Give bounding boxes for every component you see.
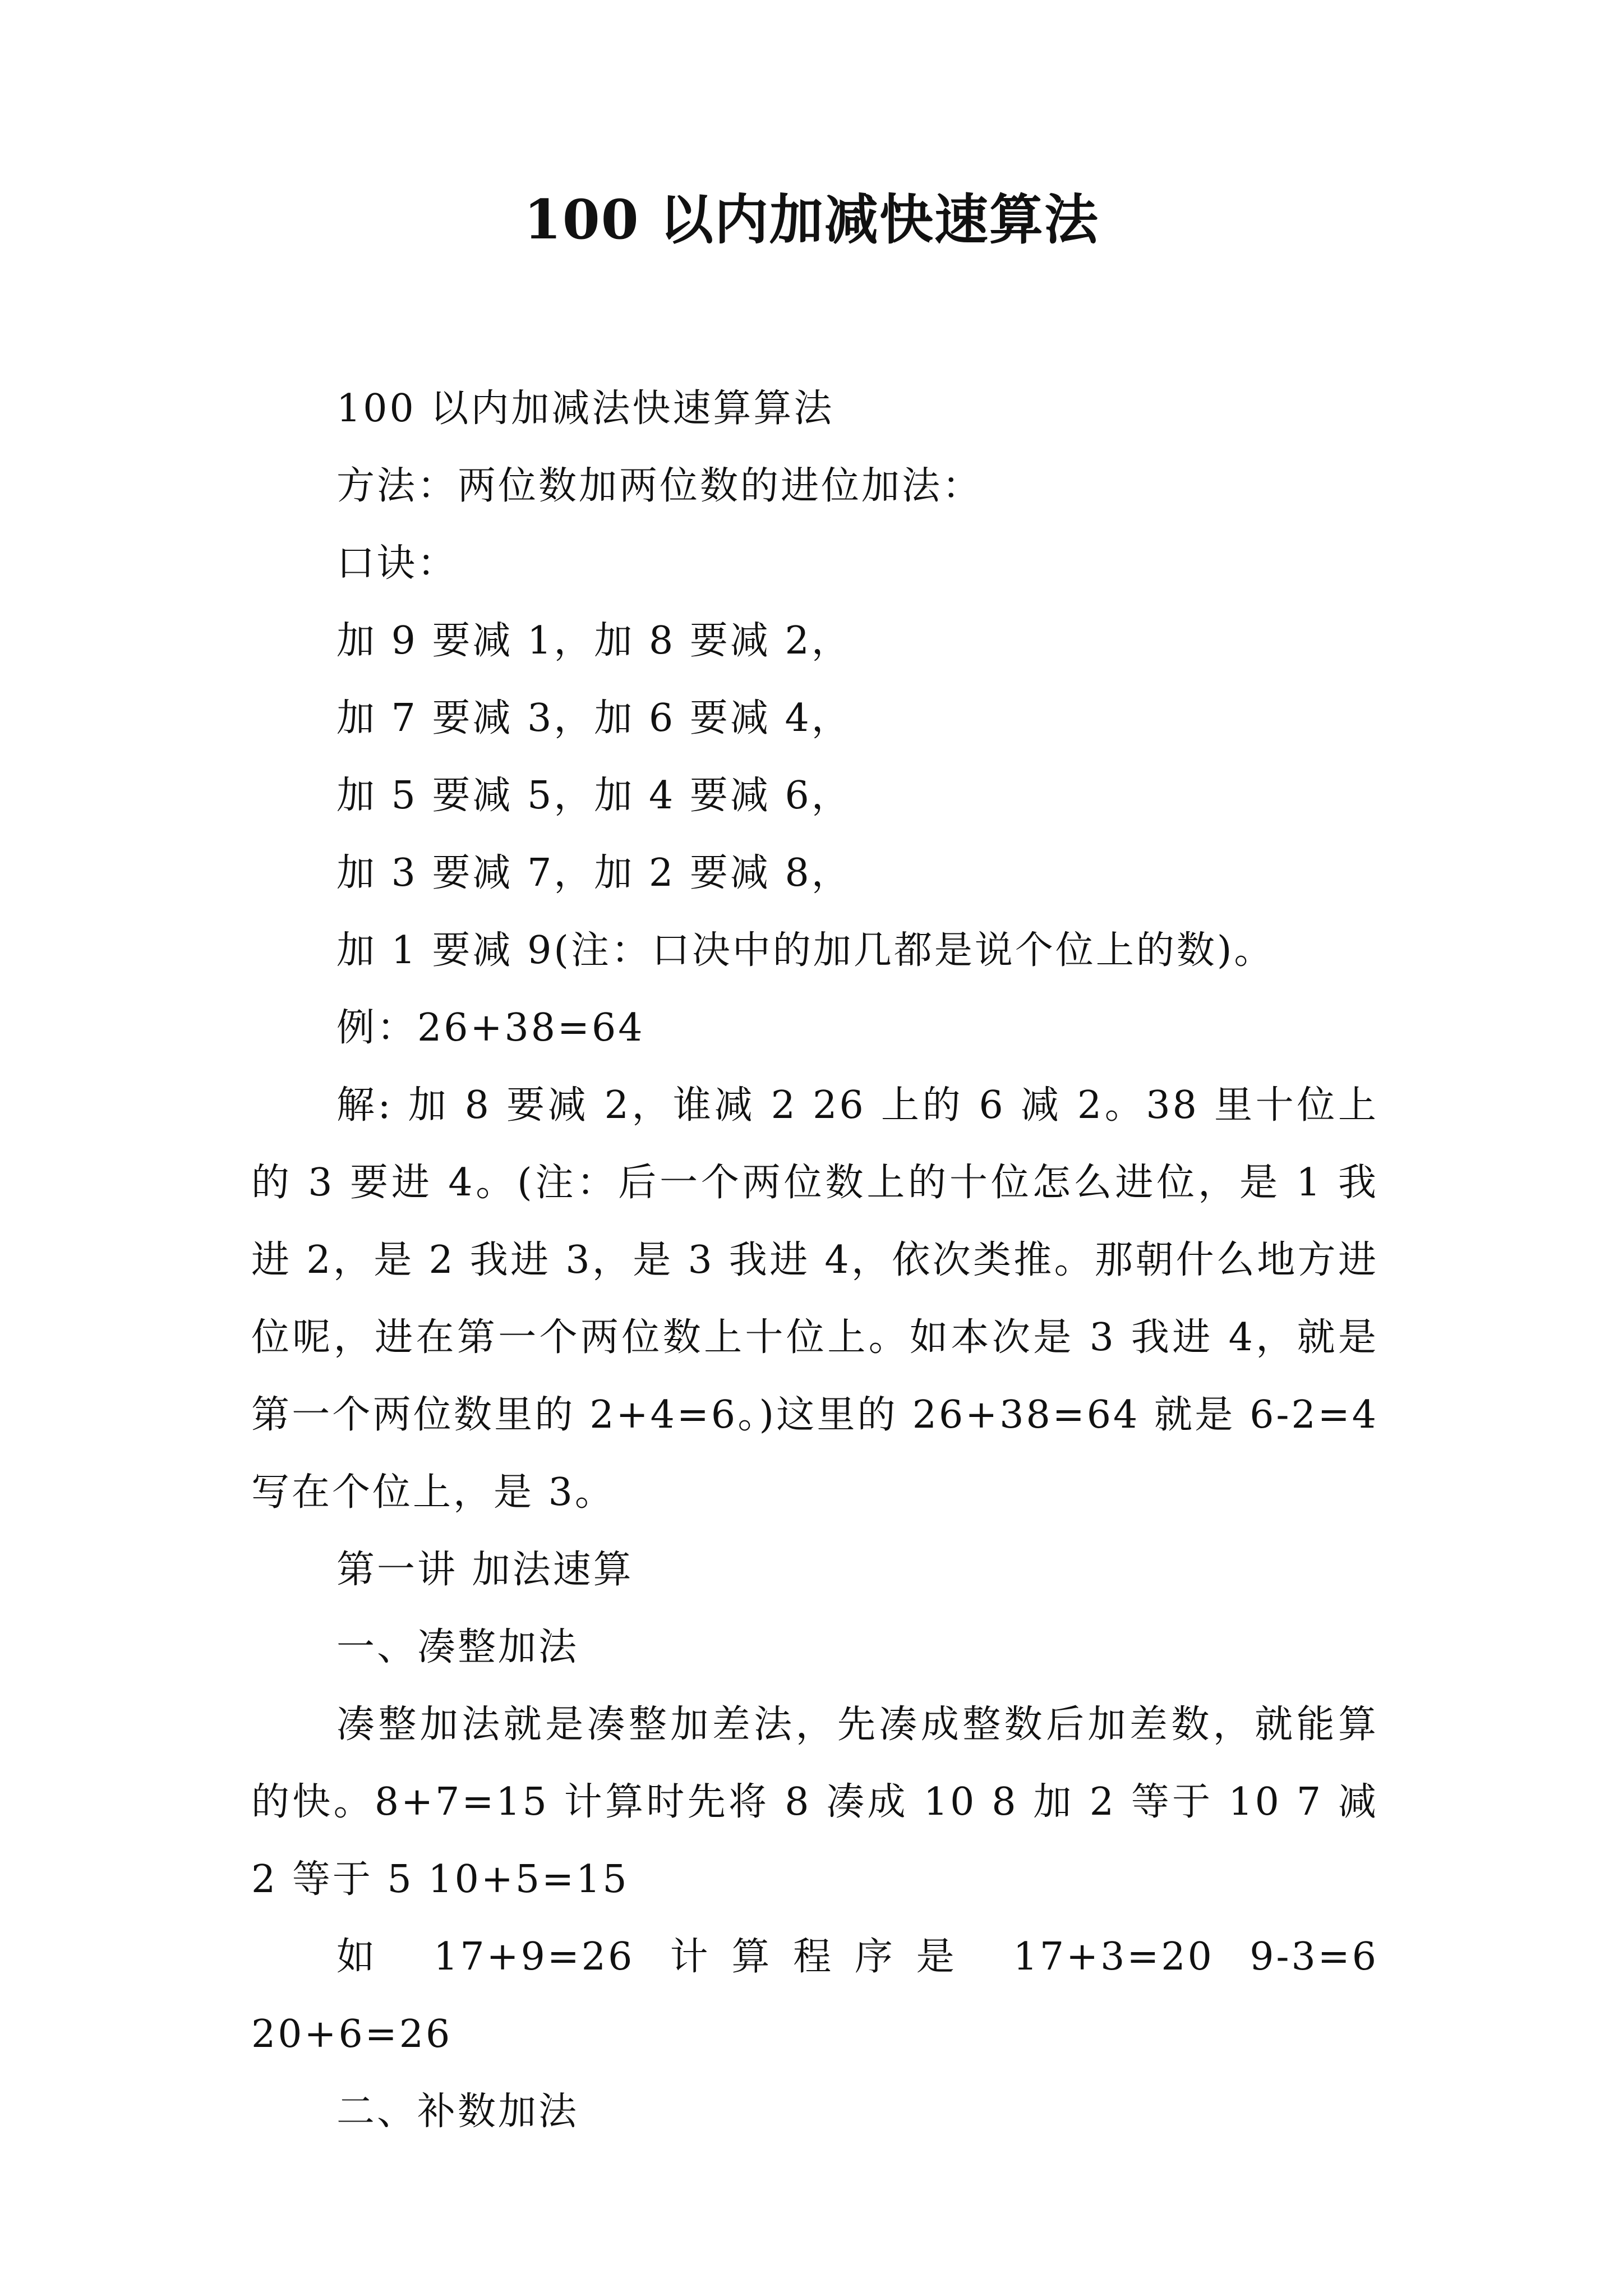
paragraph-lecture-heading: 第一讲 加法速算 — [336, 1548, 634, 1592]
paragraph-mnemonic-line-3: 加 5 要减 5，加 4 要减 6， — [336, 774, 852, 818]
paragraph-solution: 解: 加 8 要减 2，谁减 2 26 上的 6 减 2。38 里十位上的 3 要进 4。(注：后一个两位数上的十位怎么进位，是 1 我进 2，是 2 我进 3，是 3 我进 4，依次类推。那朝什么地方进位呢，进在第一个两位数上十位上。如本次是 3 我进 4，就是第一个两位数里的 2+4=6。)这里的 26+38=64 就是 6-2=4 写在个位上，是 3。 — [251, 1083, 1378, 1515]
document-body — [251, 370, 1378, 2151]
paragraph-mnemonic-line-2: 加 7 要减 3，加 6 要减 4， — [336, 696, 852, 740]
document-title: 100 以内加减快速算法 — [524, 188, 1099, 251]
paragraph-mnemonic-line-5: 加 1 要减 9(注：口决中的加几都是说个位上的数)。 — [336, 928, 1275, 973]
paragraph-example: 例：26+38=64 — [336, 1006, 645, 1050]
paragraph-section-one-example: 如 17+9=26 计算程序是 17+3=20 9-3=6 20+6=26 — [251, 1935, 1378, 2056]
paragraph-mnemonic-line-4: 加 3 要减 7，加 2 要减 8， — [336, 851, 852, 895]
paragraph-mnemonic-label: 口诀： — [336, 541, 458, 586]
paragraph-section-two-heading: 二、补数加法 — [336, 2090, 579, 2134]
paragraph-method: 方法：两位数加两位数的进位加法： — [336, 464, 983, 508]
paragraph-mnemonic-line-1: 加 9 要减 1，加 8 要减 2， — [336, 619, 852, 663]
paragraph-subtitle: 100 以内加减法快速算算法 — [336, 386, 834, 431]
paragraph-section-one-body: 凑整加法就是凑整加差法，先凑成整数后加差数，就能算的快。8+7=15 计算时先将 8 凑成 10 8 加 2 等于 10 7 减 2 等于 5 10+5=15 — [251, 1703, 1378, 1902]
paragraph-section-one-heading: 一、凑整加法 — [336, 1625, 579, 1669]
